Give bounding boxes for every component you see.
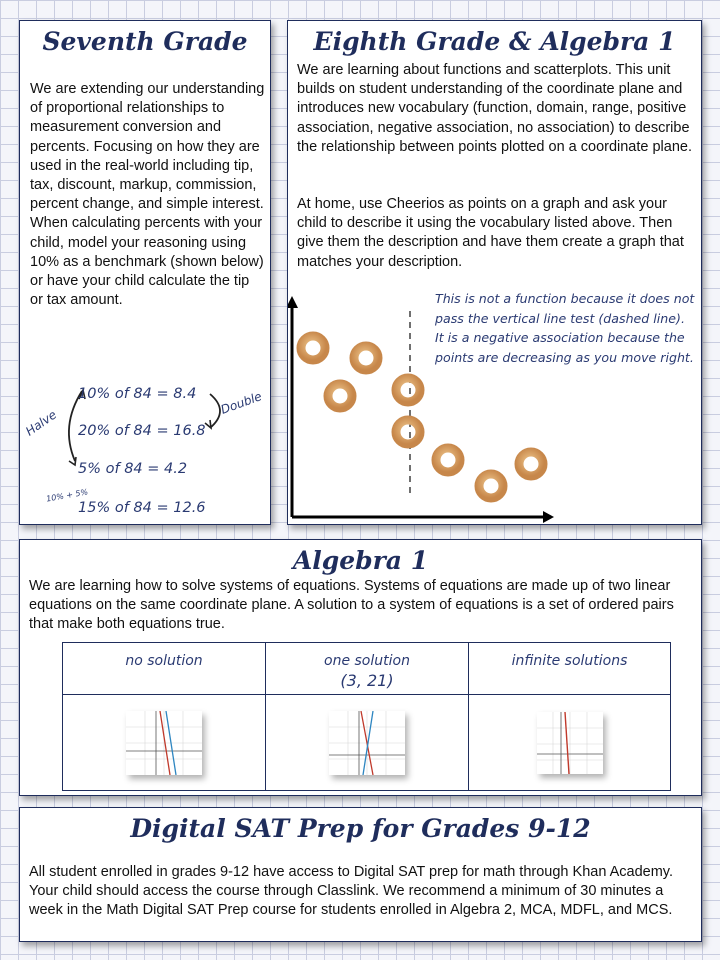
graph-cell-one-solution (266, 695, 469, 790)
math-line-1: 10% of 84 = 8.4 (78, 386, 197, 402)
scatterplot-note: This is not a function because it does not pass the vertical line test (dashed line). It is a negative association because the points are decreasing as you move right. (435, 291, 695, 365)
sat-prep-panel (19, 807, 702, 942)
eighth-grade-panel (287, 20, 702, 525)
column-no-solution (63, 643, 266, 695)
math-line-4: 15% of 84 = 12.6 (78, 500, 206, 516)
algebra-text: We are learning how to solve systems of equations. Systems of equations are made up of two linear equations on the same coordinate plane. A solution to a system of equations is a set of ordered pairs that make both equations true. (29, 578, 674, 633)
systems-table (62, 642, 671, 791)
eighth-grade-title: Eighth Grade & Algebra 1 (313, 27, 676, 56)
column-header: no solution (125, 653, 203, 669)
seventh-grade-paragraph: We are extending our understanding of proportional relationships to measurement conversion and percents. Focusing on how they are used in the real-world including tip, tax, discount, markup, commission, percent change, and simple interest. (30, 81, 265, 213)
cheerio-point (354, 346, 378, 370)
column-header: infinite solutions (511, 653, 628, 669)
seventh-grade-paragraph-2: When calculating percents with your child, model your reasoning using 10% as a benchmark (shown below) or have your child calculate the tip or tax amount. (30, 215, 264, 309)
intersecting-lines-graph (329, 711, 405, 775)
math-line-2: 20% of 84 = 16.8 (78, 423, 206, 439)
cheerio-point (396, 378, 420, 402)
seventh-grade-panel (19, 20, 271, 525)
seventh-grade-title: Seventh Grade (42, 27, 248, 56)
column-one-solution (266, 643, 469, 695)
same-line-graph (537, 712, 603, 774)
math-line-3: 5% of 84 = 4.2 (78, 461, 188, 477)
cheerio-point (436, 448, 460, 472)
parallel-lines-graph (126, 711, 202, 775)
cheerio-point (396, 420, 420, 444)
algebra-title: Algebra 1 (292, 546, 429, 575)
column-header: one solution (324, 653, 410, 669)
eighth-grade-home-activity: At home, use Cheerios as points on a graph and ask your child to describe it using the vocabulary listed above. Then give them the description and have them create a graph that matches your description. (297, 196, 684, 270)
graph-cell-infinite-solutions (469, 695, 670, 790)
cheerio-point (479, 474, 503, 498)
cheerio-point (519, 452, 543, 476)
sum-note: 10% + 5% (45, 487, 89, 504)
double-label: Double (218, 389, 264, 417)
solution-point: (3, 21) (340, 671, 394, 690)
y-axis-arrow (288, 296, 298, 308)
sat-prep-title: Digital SAT Prep for Grades 9-12 (130, 814, 591, 843)
x-axis-arrow (543, 511, 554, 523)
cheerio-point (328, 384, 352, 408)
sat-prep-text: All student enrolled in grades 9-12 have access to Digital SAT prep for math through Khan Academy. Your child should access the course through Classlink. We recommend a minimum of 30 minutes a week in the Math Digital SAT Prep course for students enrolled in Algebra 2, MCA, MDFL, and MCS. (29, 864, 674, 919)
algebra-panel (19, 539, 702, 796)
column-infinite-solutions (469, 643, 670, 695)
graph-cell-no-solution (63, 695, 266, 790)
halve-label: Halve (23, 407, 60, 439)
eighth-grade-intro: We are learning about functions and scatterplots. This unit builds on student understanding of the coordinate plane and introduces new vocabulary (function, domain, range, positive association, negative association, no association) to describe the relationship between points plotted on a coordinate plane. (297, 62, 693, 155)
percent-arrows (20, 21, 272, 526)
cheerio-point (301, 336, 325, 360)
